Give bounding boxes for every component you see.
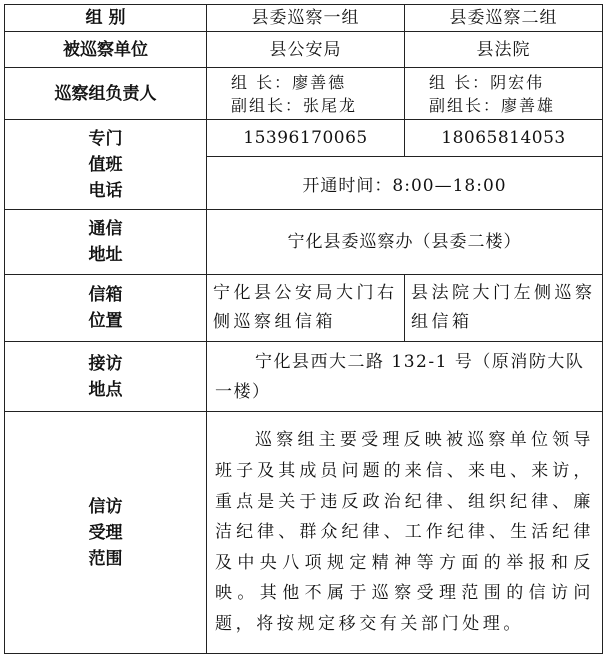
group2-deputy-leader: 副组长：廖善雄 xyxy=(429,95,556,115)
group2-leader: 组 长：阴宏伟 xyxy=(429,72,545,92)
scope-label-line: 范围 xyxy=(88,548,123,569)
scope-label-line: 信访 xyxy=(88,496,123,517)
group2-inspected-unit: 县法院 xyxy=(405,32,603,68)
duty-phone-label xyxy=(5,120,207,210)
row-mailbox xyxy=(5,275,603,342)
scope-label-line: 受理 xyxy=(88,522,123,543)
mail-address-label-line: 通信 xyxy=(88,219,123,239)
mailbox-label xyxy=(5,275,207,342)
duty-phone-label-line: 专门 xyxy=(88,128,123,149)
group2-leaders xyxy=(405,68,603,120)
group1-mailbox: 宁化县公安局大门右侧巡察组信箱 xyxy=(207,275,405,342)
group1-leader: 组 长：廖善德 xyxy=(231,72,347,92)
leaders-label: 巡察组负责人 xyxy=(5,68,207,120)
inspected-unit-label: 被巡察单位 xyxy=(5,32,207,68)
row-visit-location xyxy=(5,342,603,412)
group2-name: 县委巡察二组 xyxy=(405,5,603,32)
row-group xyxy=(5,5,603,32)
group2-mailbox: 县法院大门左侧巡察组信箱 xyxy=(405,275,603,342)
group-header-label: 组 别 xyxy=(5,5,207,32)
inspection-info-table xyxy=(4,4,603,654)
group1-phone: 15396170065 xyxy=(207,120,405,157)
group1-name: 县委巡察一组 xyxy=(207,5,405,32)
duty-phone-label-line: 值班 xyxy=(88,154,123,175)
row-inspected-unit xyxy=(5,32,603,68)
visit-location-label-line: 接访 xyxy=(88,353,123,374)
visit-location-label xyxy=(5,342,207,412)
scope-text: 巡察组主要受理反映被巡察单位领导班子及其成员问题的来信、来电、来访，重点是关于违反政治纪律、组织纪律、廉洁纪律、群众纪律、工作纪律、生活纪律及中央八项规定精神等方面的举报和反映。其他不属于巡察受理范围的信访问题，将按规定移交有关部门处理。 xyxy=(207,412,603,654)
row-duty-phone xyxy=(5,120,603,157)
duty-phone-label-line: 电话 xyxy=(88,180,123,201)
mail-address-value: 宁化县委巡察办（县委二楼） xyxy=(207,210,603,275)
visit-location-label-line: 地点 xyxy=(88,379,123,400)
mailbox-label-line: 信箱 xyxy=(88,285,123,305)
group1-inspected-unit: 县公安局 xyxy=(207,32,405,68)
mail-address-label xyxy=(5,210,207,275)
group2-phone: 18065814053 xyxy=(405,120,603,157)
row-mail-address xyxy=(5,210,603,275)
group1-deputy-leader: 副组长：张尾龙 xyxy=(231,95,358,115)
mail-address-label-line: 地址 xyxy=(88,245,123,265)
scope-label xyxy=(5,412,207,654)
mailbox-label-line: 位置 xyxy=(88,311,123,331)
group1-leaders xyxy=(207,68,405,120)
visit-location-value: 宁化县西大二路 132-1 号（原消防大队一楼） xyxy=(207,342,603,412)
service-hours: 开通时间：8:00—18:00 xyxy=(207,157,603,210)
row-leaders xyxy=(5,68,603,120)
row-scope xyxy=(5,412,603,654)
